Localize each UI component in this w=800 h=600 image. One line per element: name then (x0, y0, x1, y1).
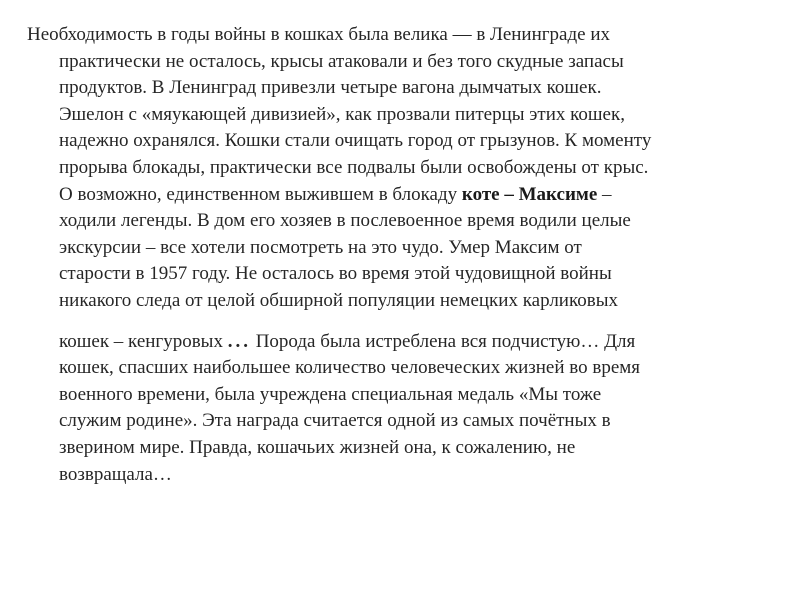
text-line (27, 329, 767, 356)
text-line: возвращала… (59, 463, 172, 485)
text-line: военного времени, была учреждена специальная медаль «Мы тоже (59, 383, 602, 405)
text-line (27, 182, 767, 209)
text-line: никакого следа от целой обширной популяции немецких карликовых (59, 289, 618, 311)
text-line: надежно охранялся. Кошки стали очищать город от грызунов. К моменту (59, 130, 652, 152)
text-line: служим родине». Эта награда считается одной из самых почётных в (59, 410, 611, 432)
text-line: Эшелон с «мяукающей дивизией», как прозвали питерцы этих кошек, (59, 103, 625, 125)
text-run: О возможно, единственном выжившем в блокаду (59, 183, 462, 205)
text-line: Необходимость в годы войны в кошках была велика — в Ленинграде их (27, 24, 610, 45)
text-line: ходили легенды. В дом его хозяев в послевоенное время водили целые (59, 210, 631, 232)
text-run: кошек – кенгуровых (59, 330, 223, 352)
text-line: экскурсии – все хотели посмотреть на это чудо. Умер Максим от (59, 236, 582, 258)
text-run: Порода была истреблена вся подчистую… Для (255, 330, 636, 352)
text-line: продуктов. В Ленинград привезли четыре вагона дымчатых кошек. (59, 77, 602, 99)
text-line: старости в 1957 году. Не осталось во время этой чудовищной войны (59, 263, 612, 285)
body-paragraph (27, 22, 767, 488)
text-line: кошек, спасших наибольшее количество человеческих жизней во время (59, 357, 641, 379)
cat-name-bold: коте – Максиме (461, 183, 598, 205)
text-line: зверином мире. Правда, кошачьих жизней она, к сожалению, не (59, 436, 576, 458)
ellipsis-bold: ... (227, 330, 251, 352)
text-line: практически не осталось, крысы атаковали и без того скудные запасы (59, 50, 624, 72)
text-run: – (597, 183, 612, 205)
text-line: прорыва блокады, практически все подвалы были освобождены от крыс. (59, 156, 649, 178)
